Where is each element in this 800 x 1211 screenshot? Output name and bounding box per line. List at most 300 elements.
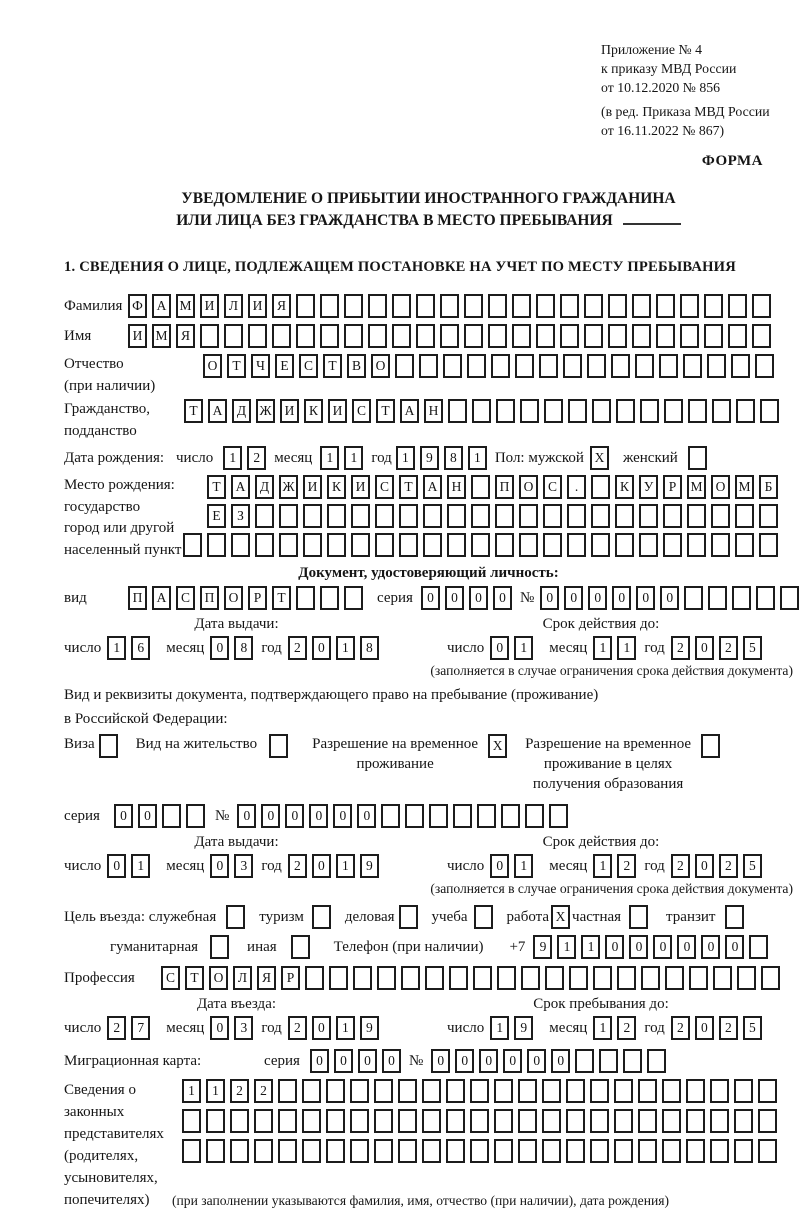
char-cell[interactable]: 0	[114, 804, 133, 828]
char-cell[interactable]: 8	[360, 636, 379, 660]
char-cell[interactable]	[99, 734, 118, 758]
char-cell[interactable]: И	[128, 324, 147, 348]
char-cell[interactable]	[377, 966, 396, 990]
char-cell[interactable]: Т	[207, 475, 226, 499]
char-cell[interactable]: 0	[107, 854, 126, 878]
char-cell[interactable]	[662, 1139, 681, 1163]
char-cell[interactable]: 0	[612, 586, 631, 610]
char-cell[interactable]	[518, 1109, 537, 1133]
char-cell[interactable]	[536, 324, 555, 348]
char-cell[interactable]	[474, 905, 493, 929]
char-cell[interactable]	[512, 294, 531, 318]
char-cell[interactable]: А	[152, 586, 171, 610]
char-cell[interactable]	[488, 324, 507, 348]
char-cell[interactable]: 0	[490, 636, 509, 660]
char-cell[interactable]	[737, 966, 756, 990]
char-cell[interactable]: 0	[695, 636, 714, 660]
char-cell[interactable]: И	[280, 399, 299, 423]
char-cell[interactable]	[303, 504, 322, 528]
char-cell[interactable]	[563, 354, 582, 378]
char-cell[interactable]	[272, 324, 291, 348]
char-cell[interactable]	[710, 1109, 729, 1133]
char-cell[interactable]: 1	[593, 636, 612, 660]
char-cell[interactable]: 0	[431, 1049, 450, 1073]
char-cell[interactable]: 0	[261, 804, 280, 828]
char-cell[interactable]	[395, 354, 414, 378]
char-cell[interactable]	[443, 354, 462, 378]
char-cell[interactable]	[568, 399, 587, 423]
char-cell[interactable]	[182, 1109, 201, 1133]
char-cell[interactable]: 0	[210, 854, 229, 878]
char-cell[interactable]	[759, 504, 778, 528]
char-cell[interactable]	[758, 1079, 777, 1103]
char-cell[interactable]	[495, 504, 514, 528]
char-cell[interactable]	[326, 1109, 345, 1133]
char-cell[interactable]	[494, 1139, 513, 1163]
char-cell[interactable]: 0	[695, 854, 714, 878]
char-cell[interactable]	[399, 905, 418, 929]
char-cell[interactable]	[734, 1109, 753, 1133]
char-cell[interactable]	[320, 586, 339, 610]
char-cell[interactable]	[449, 966, 468, 990]
char-cell[interactable]: И	[303, 475, 322, 499]
char-cell[interactable]: 9	[360, 854, 379, 878]
char-cell[interactable]: 2	[254, 1079, 273, 1103]
char-cell[interactable]: 0	[564, 586, 583, 610]
char-cell[interactable]	[278, 1139, 297, 1163]
char-cell[interactable]	[566, 1079, 585, 1103]
char-cell[interactable]	[639, 533, 658, 557]
char-cell[interactable]: Е	[275, 354, 294, 378]
char-cell[interactable]	[320, 294, 339, 318]
char-cell[interactable]	[496, 399, 515, 423]
char-cell[interactable]	[446, 1109, 465, 1133]
char-cell[interactable]: 1	[336, 854, 355, 878]
char-cell[interactable]	[320, 324, 339, 348]
char-cell[interactable]	[182, 1139, 201, 1163]
char-cell[interactable]	[752, 294, 771, 318]
char-cell[interactable]	[296, 294, 315, 318]
char-cell[interactable]	[593, 966, 612, 990]
char-cell[interactable]: 0	[310, 1049, 329, 1073]
char-cell[interactable]: Ф	[128, 294, 147, 318]
char-cell[interactable]	[518, 1079, 537, 1103]
char-cell[interactable]	[278, 1109, 297, 1133]
char-cell[interactable]	[756, 586, 775, 610]
char-cell[interactable]	[350, 1139, 369, 1163]
char-cell[interactable]	[519, 533, 538, 557]
char-cell[interactable]	[638, 1109, 657, 1133]
char-cell[interactable]	[758, 1109, 777, 1133]
char-cell[interactable]	[497, 966, 516, 990]
char-cell[interactable]: 1	[182, 1079, 201, 1103]
char-cell[interactable]: Т	[184, 399, 203, 423]
char-cell[interactable]	[278, 1079, 297, 1103]
char-cell[interactable]: 2	[288, 854, 307, 878]
char-cell[interactable]	[689, 966, 708, 990]
char-cell[interactable]	[680, 324, 699, 348]
char-cell[interactable]: 1	[223, 446, 242, 470]
char-cell[interactable]	[569, 966, 588, 990]
char-cell[interactable]	[615, 533, 634, 557]
char-cell[interactable]	[512, 324, 531, 348]
char-cell[interactable]	[615, 504, 634, 528]
char-cell[interactable]: 1	[557, 935, 576, 959]
char-cell[interactable]: С	[299, 354, 318, 378]
char-cell[interactable]	[470, 1079, 489, 1103]
char-cell[interactable]	[759, 533, 778, 557]
char-cell[interactable]	[429, 804, 448, 828]
char-cell[interactable]	[398, 1139, 417, 1163]
char-cell[interactable]	[587, 354, 606, 378]
char-cell[interactable]	[302, 1109, 321, 1133]
char-cell[interactable]	[392, 324, 411, 348]
char-cell[interactable]: 9	[360, 1016, 379, 1040]
char-cell[interactable]	[230, 1139, 249, 1163]
char-cell[interactable]	[448, 399, 467, 423]
char-cell[interactable]	[611, 354, 630, 378]
char-cell[interactable]: К	[327, 475, 346, 499]
char-cell[interactable]: 1	[131, 854, 150, 878]
char-cell[interactable]: 0	[527, 1049, 546, 1073]
char-cell[interactable]	[599, 1049, 618, 1073]
char-cell[interactable]	[464, 324, 483, 348]
char-cell[interactable]	[329, 966, 348, 990]
char-cell[interactable]: 2	[247, 446, 266, 470]
char-cell[interactable]: 0	[210, 1016, 229, 1040]
char-cell[interactable]	[665, 966, 684, 990]
char-cell[interactable]	[664, 399, 683, 423]
char-cell[interactable]: Ч	[251, 354, 270, 378]
char-cell[interactable]	[567, 533, 586, 557]
char-cell[interactable]	[686, 1079, 705, 1103]
char-cell[interactable]	[207, 533, 226, 557]
char-cell[interactable]: 9	[420, 446, 439, 470]
char-cell[interactable]	[566, 1109, 585, 1133]
char-cell[interactable]	[560, 294, 579, 318]
char-cell[interactable]	[659, 354, 678, 378]
char-cell[interactable]	[501, 804, 520, 828]
char-cell[interactable]	[542, 1079, 561, 1103]
char-cell[interactable]	[728, 294, 747, 318]
char-cell[interactable]: 2	[288, 1016, 307, 1040]
char-cell[interactable]: 1	[490, 1016, 509, 1040]
char-cell[interactable]: У	[639, 475, 658, 499]
char-cell[interactable]	[732, 586, 751, 610]
char-cell[interactable]	[638, 1139, 657, 1163]
char-cell[interactable]: .	[567, 475, 586, 499]
char-cell[interactable]: О	[371, 354, 390, 378]
char-cell[interactable]	[590, 1139, 609, 1163]
char-cell[interactable]	[401, 966, 420, 990]
char-cell[interactable]	[543, 504, 562, 528]
char-cell[interactable]: 2	[671, 636, 690, 660]
char-cell[interactable]	[544, 399, 563, 423]
char-cell[interactable]: 0	[357, 804, 376, 828]
char-cell[interactable]	[663, 504, 682, 528]
char-cell[interactable]	[584, 324, 603, 348]
char-cell[interactable]	[736, 399, 755, 423]
char-cell[interactable]	[230, 1109, 249, 1133]
char-cell[interactable]: 2	[719, 854, 738, 878]
char-cell[interactable]	[399, 533, 418, 557]
char-cell[interactable]	[656, 324, 675, 348]
char-cell[interactable]	[708, 586, 727, 610]
char-cell[interactable]: 0	[551, 1049, 570, 1073]
char-cell[interactable]	[327, 504, 346, 528]
char-cell[interactable]: 0	[605, 935, 624, 959]
char-cell[interactable]	[162, 804, 181, 828]
char-cell[interactable]	[269, 734, 288, 758]
char-cell[interactable]	[467, 354, 486, 378]
char-cell[interactable]	[591, 533, 610, 557]
char-cell[interactable]: Т	[272, 586, 291, 610]
char-cell[interactable]	[226, 905, 245, 929]
char-cell[interactable]: 8	[444, 446, 463, 470]
char-cell[interactable]	[326, 1079, 345, 1103]
char-cell[interactable]	[368, 294, 387, 318]
char-cell[interactable]: Н	[447, 475, 466, 499]
char-cell[interactable]: 2	[719, 1016, 738, 1040]
char-cell[interactable]	[710, 1079, 729, 1103]
char-cell[interactable]	[447, 504, 466, 528]
char-cell[interactable]	[591, 475, 610, 499]
char-cell[interactable]: А	[152, 294, 171, 318]
char-cell[interactable]	[656, 294, 675, 318]
char-cell[interactable]: О	[209, 966, 228, 990]
char-cell[interactable]	[447, 533, 466, 557]
char-cell[interactable]: 0	[358, 1049, 377, 1073]
char-cell[interactable]: О	[203, 354, 222, 378]
char-cell[interactable]: 1	[336, 636, 355, 660]
char-cell[interactable]	[758, 1139, 777, 1163]
char-cell[interactable]	[350, 1109, 369, 1133]
char-cell[interactable]: 0	[695, 1016, 714, 1040]
char-cell[interactable]: В	[347, 354, 366, 378]
char-cell[interactable]	[711, 533, 730, 557]
char-cell[interactable]	[231, 533, 250, 557]
char-cell[interactable]	[780, 586, 799, 610]
char-cell[interactable]	[752, 324, 771, 348]
char-cell[interactable]: 0	[285, 804, 304, 828]
char-cell[interactable]: А	[208, 399, 227, 423]
char-cell[interactable]	[725, 905, 744, 929]
char-cell[interactable]: 0	[653, 935, 672, 959]
char-cell[interactable]	[374, 1109, 393, 1133]
char-cell[interactable]	[279, 504, 298, 528]
char-cell[interactable]: Р	[248, 586, 267, 610]
char-cell[interactable]	[566, 1139, 585, 1163]
char-cell[interactable]	[542, 1139, 561, 1163]
char-cell[interactable]	[686, 1109, 705, 1133]
char-cell[interactable]: 5	[743, 1016, 762, 1040]
char-cell[interactable]: П	[200, 586, 219, 610]
char-cell[interactable]	[704, 294, 723, 318]
char-cell[interactable]: 2	[719, 636, 738, 660]
char-cell[interactable]	[440, 324, 459, 348]
char-cell[interactable]	[405, 804, 424, 828]
char-cell[interactable]	[687, 533, 706, 557]
char-cell[interactable]	[542, 1109, 561, 1133]
char-cell[interactable]	[519, 504, 538, 528]
char-cell[interactable]: К	[615, 475, 634, 499]
char-cell[interactable]	[494, 1109, 513, 1133]
char-cell[interactable]: 2	[617, 854, 636, 878]
char-cell[interactable]: Т	[185, 966, 204, 990]
char-cell[interactable]	[344, 324, 363, 348]
char-cell[interactable]	[662, 1079, 681, 1103]
char-cell[interactable]: Л	[233, 966, 252, 990]
char-cell[interactable]	[255, 533, 274, 557]
char-cell[interactable]: 1	[468, 446, 487, 470]
char-cell[interactable]	[518, 1139, 537, 1163]
char-cell[interactable]	[711, 504, 730, 528]
char-cell[interactable]	[638, 1079, 657, 1103]
char-cell[interactable]: О	[519, 475, 538, 499]
char-cell[interactable]	[707, 354, 726, 378]
char-cell[interactable]	[224, 324, 243, 348]
char-cell[interactable]	[302, 1139, 321, 1163]
char-cell[interactable]	[641, 966, 660, 990]
char-cell[interactable]: Д	[232, 399, 251, 423]
char-cell[interactable]: 1	[336, 1016, 355, 1040]
char-cell[interactable]: 8	[234, 636, 253, 660]
char-cell[interactable]	[344, 294, 363, 318]
char-cell[interactable]: 9	[533, 935, 552, 959]
char-cell[interactable]	[560, 324, 579, 348]
char-cell[interactable]: 1	[593, 854, 612, 878]
char-cell[interactable]: 1	[617, 636, 636, 660]
char-cell[interactable]	[735, 504, 754, 528]
char-cell[interactable]	[536, 294, 555, 318]
char-cell[interactable]	[608, 324, 627, 348]
char-cell[interactable]	[419, 354, 438, 378]
char-cell[interactable]	[635, 354, 654, 378]
char-cell[interactable]: И	[328, 399, 347, 423]
char-cell[interactable]	[680, 294, 699, 318]
char-cell[interactable]	[374, 1139, 393, 1163]
char-cell[interactable]: X	[590, 446, 609, 470]
char-cell[interactable]	[305, 966, 324, 990]
char-cell[interactable]	[375, 533, 394, 557]
char-cell[interactable]: 0	[540, 586, 559, 610]
char-cell[interactable]	[591, 504, 610, 528]
char-cell[interactable]: Л	[224, 294, 243, 318]
char-cell[interactable]: И	[351, 475, 370, 499]
char-cell[interactable]	[734, 1139, 753, 1163]
char-cell[interactable]: П	[495, 475, 514, 499]
char-cell[interactable]	[326, 1139, 345, 1163]
char-cell[interactable]: Ж	[256, 399, 275, 423]
char-cell[interactable]: С	[375, 475, 394, 499]
char-cell[interactable]	[520, 399, 539, 423]
char-cell[interactable]	[688, 446, 707, 470]
char-cell[interactable]	[575, 1049, 594, 1073]
char-cell[interactable]	[351, 533, 370, 557]
char-cell[interactable]: З	[231, 504, 250, 528]
char-cell[interactable]: 0	[479, 1049, 498, 1073]
char-cell[interactable]	[728, 324, 747, 348]
char-cell[interactable]	[734, 1079, 753, 1103]
char-cell[interactable]: 2	[617, 1016, 636, 1040]
char-cell[interactable]	[477, 804, 496, 828]
char-cell[interactable]: 0	[636, 586, 655, 610]
char-cell[interactable]: О	[224, 586, 243, 610]
char-cell[interactable]	[701, 734, 720, 758]
char-cell[interactable]	[206, 1139, 225, 1163]
char-cell[interactable]: 6	[131, 636, 150, 660]
char-cell[interactable]: П	[128, 586, 147, 610]
char-cell[interactable]: Р	[663, 475, 682, 499]
char-cell[interactable]	[632, 324, 651, 348]
char-cell[interactable]: 1	[514, 854, 533, 878]
char-cell[interactable]	[368, 324, 387, 348]
char-cell[interactable]	[687, 504, 706, 528]
char-cell[interactable]: X	[551, 905, 570, 929]
char-cell[interactable]	[422, 1109, 441, 1133]
char-cell[interactable]: 0	[312, 854, 331, 878]
char-cell[interactable]: 0	[237, 804, 256, 828]
char-cell[interactable]: М	[687, 475, 706, 499]
char-cell[interactable]: Н	[424, 399, 443, 423]
char-cell[interactable]	[206, 1109, 225, 1133]
char-cell[interactable]	[351, 504, 370, 528]
char-cell[interactable]	[525, 804, 544, 828]
char-cell[interactable]: А	[423, 475, 442, 499]
char-cell[interactable]: 2	[230, 1079, 249, 1103]
char-cell[interactable]: 1	[344, 446, 363, 470]
char-cell[interactable]	[312, 905, 331, 929]
char-cell[interactable]	[303, 533, 322, 557]
char-cell[interactable]: 0	[334, 1049, 353, 1073]
char-cell[interactable]: А	[400, 399, 419, 423]
char-cell[interactable]	[381, 804, 400, 828]
char-cell[interactable]	[590, 1109, 609, 1133]
char-cell[interactable]: И	[248, 294, 267, 318]
char-cell[interactable]: 1	[206, 1079, 225, 1103]
char-cell[interactable]: 0	[210, 636, 229, 660]
char-cell[interactable]: М	[152, 324, 171, 348]
char-cell[interactable]	[422, 1139, 441, 1163]
char-cell[interactable]: 3	[234, 854, 253, 878]
char-cell[interactable]	[731, 354, 750, 378]
char-cell[interactable]: 5	[743, 854, 762, 878]
char-cell[interactable]	[712, 399, 731, 423]
char-cell[interactable]: 0	[629, 935, 648, 959]
char-cell[interactable]: Я	[176, 324, 195, 348]
char-cell[interactable]	[688, 399, 707, 423]
char-cell[interactable]	[488, 294, 507, 318]
char-cell[interactable]: 5	[743, 636, 762, 660]
char-cell[interactable]: 0	[588, 586, 607, 610]
char-cell[interactable]: Я	[257, 966, 276, 990]
char-cell[interactable]	[647, 1049, 666, 1073]
char-cell[interactable]: Ж	[279, 475, 298, 499]
char-cell[interactable]	[248, 324, 267, 348]
char-cell[interactable]	[327, 533, 346, 557]
char-cell[interactable]: 2	[671, 1016, 690, 1040]
title-blank-underline[interactable]	[623, 210, 681, 225]
char-cell[interactable]	[254, 1109, 273, 1133]
char-cell[interactable]	[200, 324, 219, 348]
char-cell[interactable]	[296, 324, 315, 348]
char-cell[interactable]	[755, 354, 774, 378]
char-cell[interactable]	[608, 294, 627, 318]
char-cell[interactable]	[521, 966, 540, 990]
char-cell[interactable]	[623, 1049, 642, 1073]
char-cell[interactable]: 2	[671, 854, 690, 878]
char-cell[interactable]: 7	[131, 1016, 150, 1040]
